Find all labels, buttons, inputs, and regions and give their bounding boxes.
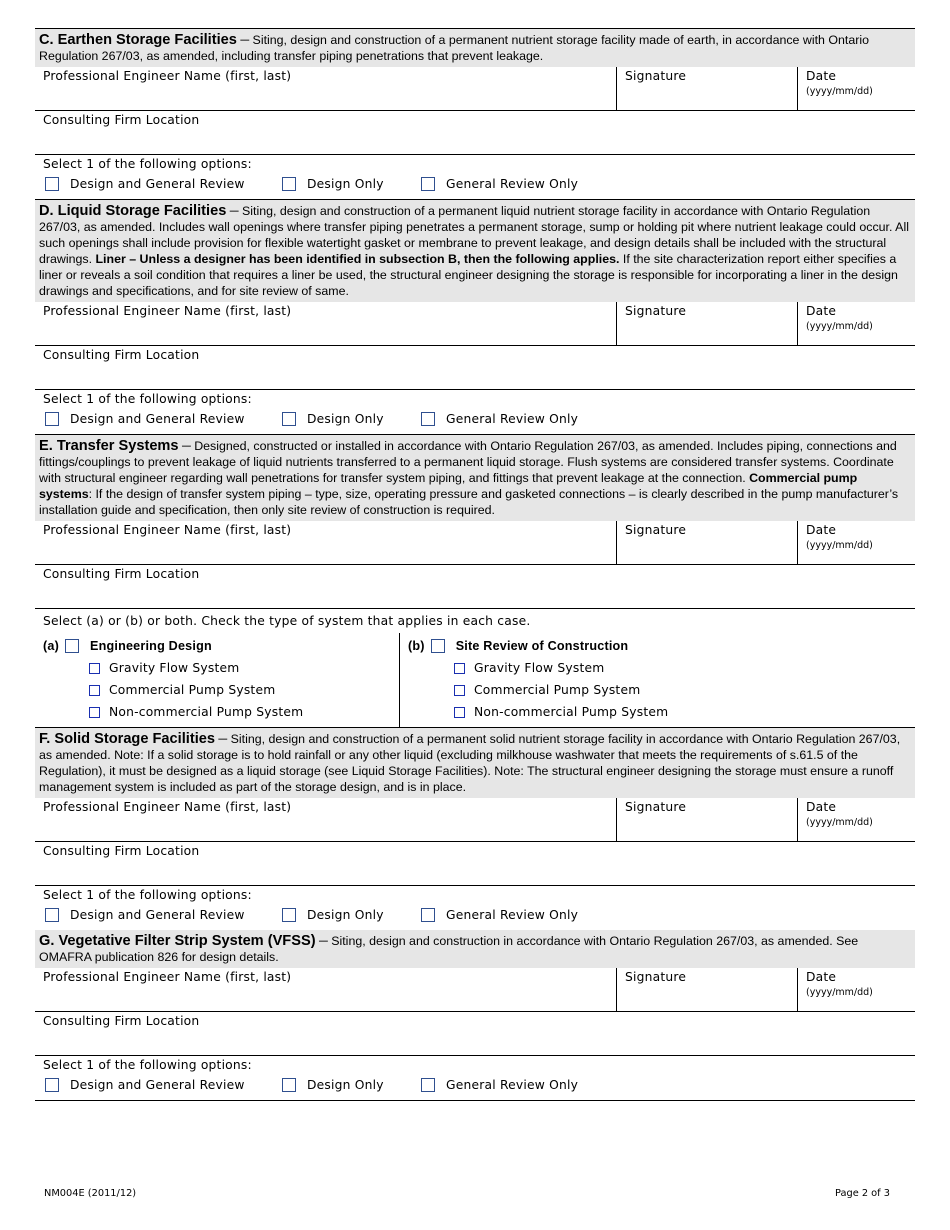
checkbox[interactable]	[282, 908, 296, 922]
option-label: Non-commercial Pump System	[474, 705, 669, 719]
section-solid-storage	[35, 728, 915, 930]
signature-label: Signature	[625, 800, 687, 814]
option-label: Design Only	[307, 1078, 384, 1092]
date-format-hint: (yyyy/mm/dd)	[806, 321, 873, 332]
checkbox[interactable]	[282, 177, 296, 191]
firm-location-label: Consulting Firm Location	[43, 113, 200, 127]
engineer-row	[35, 302, 915, 346]
checkbox[interactable]	[89, 663, 100, 674]
date-label: Date	[806, 69, 837, 83]
option-label: General Review Only	[446, 177, 579, 191]
date-label: Date	[806, 800, 837, 814]
option-general-review-only[interactable]	[421, 1078, 578, 1092]
section-liquid-storage	[35, 199, 915, 434]
engineer-name-field[interactable]	[35, 302, 616, 345]
firm-location-field[interactable]	[35, 565, 915, 609]
option-label: Gravity Flow System	[109, 661, 240, 675]
signature-field[interactable]	[616, 67, 797, 110]
option-design-only[interactable]	[282, 412, 421, 426]
option-general-review-only[interactable]	[421, 908, 578, 922]
firm-location-label: Consulting Firm Location	[43, 844, 200, 858]
option-general-review-only[interactable]	[421, 177, 578, 191]
section-d-title: D. Liquid Storage Facilities	[39, 203, 227, 219]
engineer-name-label: Professional Engineer Name (first, last)	[43, 69, 292, 83]
option-b-label: (b)	[408, 639, 425, 653]
system-select-label: Select (a) or (b) or both. Check the type of system that applies in each case.	[43, 614, 531, 628]
section-g-header	[35, 930, 915, 968]
checkbox[interactable]	[89, 707, 100, 718]
checkbox[interactable]	[454, 663, 465, 674]
date-field[interactable]	[797, 302, 915, 345]
signature-label: Signature	[625, 523, 687, 537]
option-label: Design and General Review	[70, 177, 245, 191]
engineer-name-label: Professional Engineer Name (first, last)	[43, 800, 292, 814]
date-label: Date	[806, 304, 837, 318]
date-format-hint: (yyyy/mm/dd)	[806, 987, 873, 998]
option-label: General Review Only	[446, 412, 579, 426]
section-f-header	[35, 728, 915, 798]
option-label: Design and General Review	[70, 412, 245, 426]
date-field[interactable]	[797, 67, 915, 110]
signature-field[interactable]	[616, 798, 797, 841]
section-c-header	[35, 29, 915, 67]
section-transfer-systems	[35, 434, 915, 728]
option-label: Commercial Pump System	[109, 683, 276, 697]
section-e-description: ─ Designed, constructed or installed in accordance with Ontario Regulation 267/03, as amended. Includes piping, connections and fittings/couplings to prevent leakage of liquid nutrients transferred to a permanent liquid storage. Flush systems are considered transfer systems. Coordinate with structural engineer regarding wall penetrations for transfer system piping, and fittings that prevent leakage at the connection.	[39, 439, 897, 485]
signature-field[interactable]	[616, 968, 797, 1011]
checkbox[interactable]	[421, 908, 435, 922]
review-options	[35, 886, 915, 930]
option-commercial-pump[interactable]	[43, 679, 391, 701]
checkbox[interactable]	[421, 1078, 435, 1092]
checkbox[interactable]	[421, 177, 435, 191]
review-options	[35, 390, 915, 434]
signature-field[interactable]	[616, 521, 797, 564]
select-one-label: Select 1 of the following options:	[43, 888, 252, 902]
date-format-hint: (yyyy/mm/dd)	[806, 817, 873, 828]
option-label: Design and General Review	[70, 1078, 245, 1092]
date-field[interactable]	[797, 521, 915, 564]
section-g-title: G. Vegetative Filter Strip System (VFSS)	[39, 933, 316, 949]
engineering-design-title: Engineering Design	[90, 639, 212, 653]
firm-location-field[interactable]	[35, 842, 915, 886]
checkbox[interactable]	[89, 685, 100, 696]
option-commercial-pump[interactable]	[408, 679, 907, 701]
option-gravity-flow[interactable]	[408, 657, 907, 679]
date-label: Date	[806, 523, 837, 537]
section-d-description: ─ Siting, design and construction of a permanent liquid nutrient storage facility in accordance with Ontario Regulation 267/03, as amended. Includes wall openings where transfer piping penetrates a permanent storage, sump or holding pit where nutrient leakage could occur. All such openings shall include provision for flexible watertight gasket or membrane to prevent leakage, and design details shall be included with the structural drawings.	[39, 204, 909, 266]
date-format-hint: (yyyy/mm/dd)	[806, 540, 873, 551]
engineer-name-label: Professional Engineer Name (first, last)	[43, 970, 292, 984]
option-label: Design and General Review	[70, 908, 245, 922]
option-design-general-review[interactable]	[45, 1078, 282, 1092]
engineer-name-label: Professional Engineer Name (first, last)	[43, 304, 292, 318]
engineering-design-checkbox[interactable]	[65, 639, 79, 653]
option-design-general-review[interactable]	[45, 908, 282, 922]
option-design-only[interactable]	[282, 177, 421, 191]
engineer-row	[35, 968, 915, 1012]
page-number: Page 2 of 3	[835, 1188, 890, 1199]
checkbox[interactable]	[282, 412, 296, 426]
engineering-design-group	[35, 633, 399, 727]
section-vfss	[35, 930, 915, 1101]
checkbox[interactable]	[421, 412, 435, 426]
section-d-description-cont: If the site characterization report either specifies a liner or reveals a soil condition that requires a liner be used, the structural engineer designing the storage is responsible for incorporating a liner in the design drawings and specifications, and for site review of same.	[39, 252, 898, 298]
site-review-title: Site Review of Construction	[455, 639, 629, 653]
checkbox[interactable]	[454, 685, 465, 696]
date-label: Date	[806, 970, 837, 984]
site-review-checkbox[interactable]	[431, 639, 445, 653]
section-c-description: ─ Siting, design and construction of a permanent nutrient storage facility made of earth, in accordance with Ontario Regulation 267/03, as amended, including transfer piping penetrations that prevent leakage.	[39, 33, 869, 63]
engineer-row	[35, 67, 915, 111]
firm-location-field[interactable]	[35, 346, 915, 390]
firm-location-field[interactable]	[35, 111, 915, 155]
signature-field[interactable]	[616, 302, 797, 345]
signature-label: Signature	[625, 69, 687, 83]
section-e-header	[35, 435, 915, 521]
form-id: NM004E (2011/12)	[44, 1188, 137, 1199]
firm-location-label: Consulting Firm Location	[43, 348, 200, 362]
form-page	[35, 28, 915, 1101]
option-design-general-review[interactable]	[45, 412, 282, 426]
review-options	[35, 155, 915, 199]
option-label: General Review Only	[446, 908, 579, 922]
option-design-only[interactable]	[282, 1078, 421, 1092]
checkbox[interactable]	[45, 412, 59, 426]
checkbox[interactable]	[282, 1078, 296, 1092]
review-options	[35, 1056, 915, 1100]
section-earthen-storage	[35, 28, 915, 199]
option-label: Design Only	[307, 177, 384, 191]
engineer-name-field[interactable]	[35, 798, 616, 841]
site-review-group	[399, 633, 915, 727]
select-one-label: Select 1 of the following options:	[43, 157, 252, 171]
section-e-description-cont: : If the design of transfer system piping – type, size, operating pressure and gasketed connections – is clearly described in the pump manufacturer’s installation guide and specification, then only site review of construction is required.	[39, 487, 899, 517]
option-label: Commercial Pump System	[474, 683, 641, 697]
option-label: Gravity Flow System	[474, 661, 605, 675]
option-label: Design Only	[307, 908, 384, 922]
section-d-header	[35, 200, 915, 302]
system-type-options	[35, 633, 915, 728]
section-f-description: ─ Siting, design and construction of a permanent solid nutrient storage facility in accordance with Ontario Regulation 267/03, as amended. Note: If a solid storage is to hold rainfall or any other liquid (excluding milkhouse washwater that meets the requirements of s.61.5 of the Regulation), it must be designed as a liquid storage (see Liquid Storage Facilities). Note: The structural engineer designing the storage must ensure a runoff management system is included as part of the storage design, and is in place.	[39, 732, 901, 794]
engineer-name-field[interactable]	[35, 521, 616, 564]
signature-label: Signature	[625, 304, 687, 318]
section-d-liner-note: Liner – Unless a designer has been identified in subsection B, then the following applies.	[95, 252, 620, 266]
section-e-pump-note: Commercial pump systems	[39, 471, 858, 501]
checkbox[interactable]	[45, 177, 59, 191]
select-one-label: Select 1 of the following options:	[43, 392, 252, 406]
option-gravity-flow[interactable]	[43, 657, 391, 679]
option-a-label: (a)	[43, 639, 59, 653]
option-label: General Review Only	[446, 1078, 579, 1092]
option-noncommercial-pump[interactable]	[43, 701, 391, 723]
date-field[interactable]	[797, 968, 915, 1011]
engineer-row	[35, 521, 915, 565]
option-design-only[interactable]	[282, 908, 421, 922]
date-field[interactable]	[797, 798, 915, 841]
firm-location-label: Consulting Firm Location	[43, 567, 200, 581]
section-f-title: F. Solid Storage Facilities	[39, 731, 215, 747]
engineer-name-field[interactable]	[35, 968, 616, 1011]
option-label: Design Only	[307, 412, 384, 426]
firm-location-field[interactable]	[35, 1012, 915, 1056]
date-format-hint: (yyyy/mm/dd)	[806, 86, 873, 97]
section-e-title: E. Transfer Systems	[39, 438, 179, 454]
engineer-name-field[interactable]	[35, 67, 616, 110]
checkbox[interactable]	[45, 908, 59, 922]
checkbox[interactable]	[45, 1078, 59, 1092]
firm-location-label: Consulting Firm Location	[43, 1014, 200, 1028]
option-label: Non-commercial Pump System	[109, 705, 304, 719]
engineer-name-label: Professional Engineer Name (first, last)	[43, 523, 292, 537]
checkbox[interactable]	[454, 707, 465, 718]
option-noncommercial-pump[interactable]	[408, 701, 907, 723]
section-g-description: ─ Siting, design and construction in accordance with Ontario Regulation 267/03, as amended. See OMAFRA publication 826 for design details.	[39, 934, 859, 964]
option-general-review-only[interactable]	[421, 412, 578, 426]
signature-label: Signature	[625, 970, 687, 984]
section-c-title: C. Earthen Storage Facilities	[39, 32, 237, 48]
engineer-row	[35, 798, 915, 842]
option-design-general-review[interactable]	[45, 177, 282, 191]
select-one-label: Select 1 of the following options:	[43, 1058, 252, 1072]
